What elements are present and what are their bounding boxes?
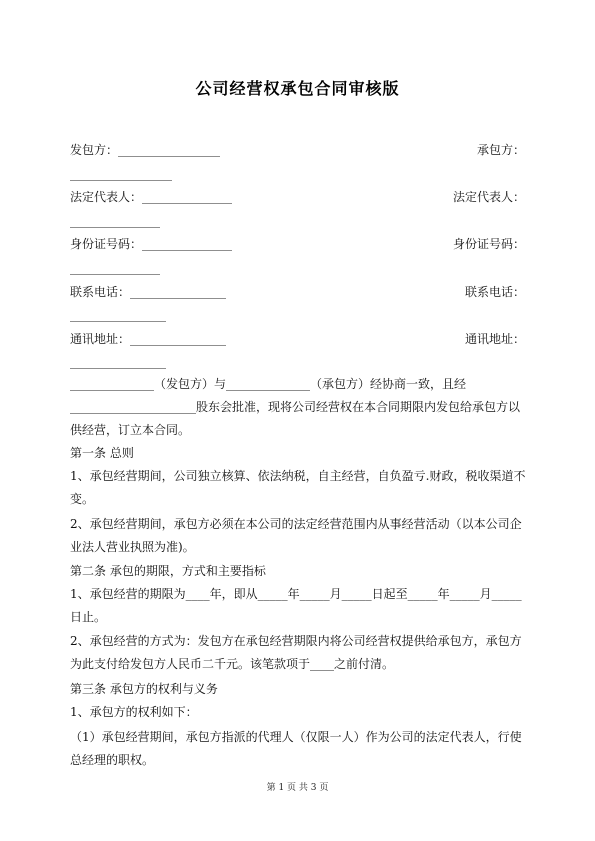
issuer-legal-rep-label: 法定代表人：_______________ <box>70 190 233 204</box>
issuer-id-label: 身份证号码：_______________ <box>70 237 233 251</box>
contractor-legal-rep-label: 法定代表人： <box>452 190 525 204</box>
party-contractor-blank: _________________ <box>70 167 172 181</box>
contractor-id-label: 身份证号码： <box>452 237 525 251</box>
party-contractor-label: 承包方： <box>476 143 525 157</box>
contractor-address-label: 通讯地址： <box>464 332 525 346</box>
article-1-clause-1-line-1: 1、承包经营期间，公司独立核算、依法纳税，自主经营，自负盈亏.财政，税收渠道不 <box>70 469 526 483</box>
article-2-clause-2-line-2: 为此支付给发包方人民币二千元。该笔款项于____之前付清。 <box>70 657 395 671</box>
article-3-item-1-line-2: 总经理的职权。 <box>70 753 155 767</box>
issuer-phone-label: 联系电话：________________ <box>70 285 227 299</box>
party-issuer-label: 发包方：_________________ <box>70 143 221 157</box>
article-2-clause-1-line-1: 1、承包经营的期限为____年，即从_____年_____月_____日起至_____年_____月_____ <box>70 587 522 601</box>
article-1-heading: 第一条 总则 <box>70 446 134 460</box>
page-number: 第 1 页 共 3 页 <box>266 783 329 793</box>
article-3-heading: 第三条 承包方的权利与义务 <box>70 682 218 696</box>
article-2-heading: 第二条 承包的期限，方式和主要指标 <box>70 564 266 578</box>
intro-line-2: _____________________股东会批准，现将公司经营权在本合同期限内发包给承包方以 <box>70 400 521 414</box>
contractor-address-blank: ________________ <box>70 355 166 369</box>
intro-line-3: 供经营，订立本合同。 <box>70 423 191 437</box>
article-1-clause-1-line-2: 变。 <box>70 492 95 506</box>
document-title: 公司经营权承包合同审核版 <box>195 79 400 98</box>
article-3-item-1-line-1: （1）承包经营期间，承包方指派的代理人（仅限一人）作为公司的法定代表人，行使 <box>70 730 522 744</box>
intro-line-1: ______________（发包方）与______________（承包方）经协商一致，且经 <box>70 377 467 391</box>
contractor-id-blank: _______________ <box>70 261 160 275</box>
issuer-address-label: 通讯地址：________________ <box>70 332 227 346</box>
article-1-clause-2-line-2: 业法人营业执照为准)。 <box>70 540 195 554</box>
contractor-phone-label: 联系电话： <box>464 285 525 299</box>
contractor-phone-blank: ________________ <box>70 308 166 322</box>
article-3-subheading: 1、承包方的权利如下： <box>70 705 198 719</box>
article-2-clause-1-line-2: 日止。 <box>70 610 107 624</box>
contractor-legal-rep-blank: _______________ <box>70 214 160 228</box>
article-1-clause-2-line-1: 2、承包经营期间，承包方必须在本公司的法定经营范围内从事经营活动（以本公司企 <box>70 517 522 531</box>
article-2-clause-2-line-1: 2、承包经营的方式为：发包方在承包经营期限内将公司经营权提供给承包方，承包方 <box>70 634 522 648</box>
